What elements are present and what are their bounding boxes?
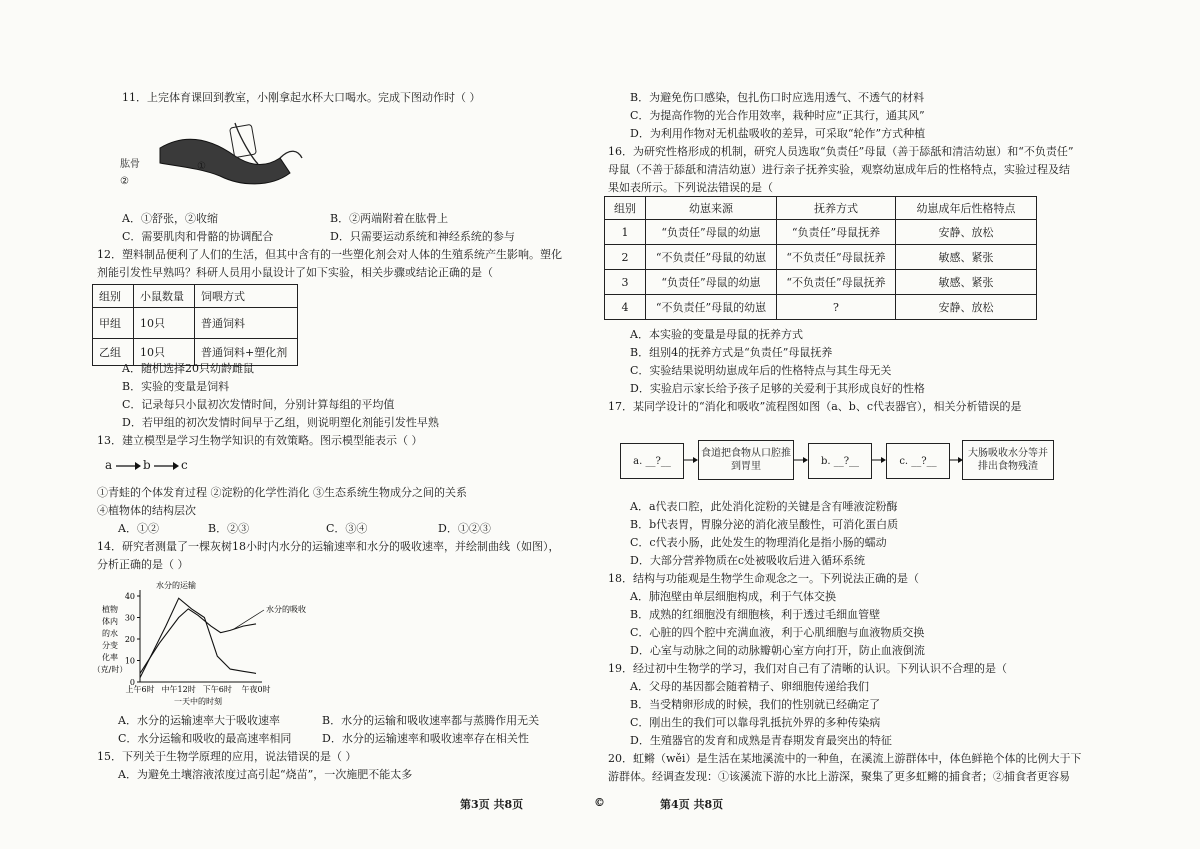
table-row (605, 295, 1037, 320)
q13-option-b: B．②③ (208, 522, 250, 535)
series-line-1 (140, 609, 256, 674)
biceps-shape (160, 139, 290, 184)
arrow-icon (115, 460, 141, 472)
table-cell: “负责任”母鼠的幼崽 (646, 270, 777, 295)
q13-option-a: A．①② (118, 522, 159, 535)
table-cell: ? (777, 295, 896, 320)
arrow-svg (872, 455, 886, 465)
arrow-icon (684, 455, 698, 465)
q18-stem: 18．结构与功能观是生物学生命观念之一。下列说法正确的是（ (608, 572, 919, 585)
table-header-cell: 饲喂方式 (195, 285, 298, 308)
q16-table (604, 196, 1037, 320)
table-cell: “不负责任”母鼠抚养 (777, 245, 896, 270)
page-4 (600, 0, 1200, 849)
arrow-svg (794, 455, 808, 465)
q12-option-a: A．随机选择20只幼龄雌鼠 (122, 362, 254, 375)
q13-option-c: C．③④ (326, 522, 368, 535)
y-tick-label: 10 (124, 656, 135, 666)
q16-option-c: C．实验结果说明幼崽成年后的性格特点与其生母无关 (630, 364, 892, 377)
arrow-svg (949, 455, 963, 465)
table-cell: 安静、放松 (896, 220, 1037, 245)
water-rate-chart (96, 578, 356, 706)
table-cell: 普通饲料+塑化剂 (195, 339, 298, 366)
q12-option-d: D．若甲组的初次发情时间早于乙组，则说明塑化剂能引发性早熟 (122, 416, 439, 429)
q12-option-c: C．记录每只小鼠初次发情时间，分别计算每组的平均值 (122, 398, 395, 411)
q13-stem: 13．建立模型是学习生物学知识的有效策略。图示模型能表示（ ） (97, 434, 423, 447)
q12-stem-1: 12．塑料制品便利了人们的生活，但其中含有的一些塑化剂会对人体的生殖系统产生影响。塑化 (97, 248, 562, 261)
q11-option-a: A．①舒张，②收缩 (122, 212, 218, 225)
q11-option-c: C．需要肌肉和骨骼的协调配合 (122, 230, 274, 243)
table-header-cell: 抚养方式 (777, 197, 896, 220)
page-footer-right: 第4页 共8页 (660, 798, 724, 811)
table-cell: 普通饲料 (195, 308, 298, 339)
arm-figure (140, 118, 310, 198)
q16-option-b: B．组别4的抚养方式是“负责任”母鼠抚养 (630, 346, 833, 359)
q15-option-a: A．为避免土壤溶液浓度过高引起“烧苗”，一次施肥不能太多 (118, 768, 413, 781)
table-cell: 10只 (134, 308, 195, 339)
page-footer-left: 第3页 共8页 (460, 798, 524, 811)
table-cell: “不负责任”母鼠的幼崽 (646, 295, 777, 320)
q18-option-c: C．心脏的四个腔中充满血液，利于心肌细胞与血液物质交换 (630, 626, 925, 639)
arm-figure-svg (140, 118, 310, 198)
arrow-icon (949, 455, 963, 465)
q13-items-1: ①青蛙的个体发育过程 ②淀粉的化学性消化 ③生态系统生物成分之间的关系 (97, 486, 467, 499)
q17-option-d: D．大部分营养物质在c处被吸收后进入循环系统 (630, 554, 865, 567)
center-mark: © (594, 796, 605, 809)
table-cell: 敏感、紧张 (896, 245, 1037, 270)
q16-option-d: D．实验启示家长给予孩子足够的关爱利于其形成良好的性格 (630, 382, 925, 395)
q16-option-a: A．本实验的变量是母鼠的抚养方式 (630, 328, 803, 341)
q14-option-b: B．水分的运输和吸收速率都与蒸腾作用无关 (322, 714, 540, 727)
y-axis-label: 植物 (102, 605, 118, 614)
x-tick-label: 中午12时 (161, 685, 196, 694)
table-header-cell: 小鼠数量 (134, 285, 195, 308)
arrow-icon (794, 455, 808, 465)
y-axis-label: （克/时） (96, 665, 128, 674)
q20-stem-1: 20．虹鳉（wěi）是生活在某地溪流中的一种鱼，在溪流上游群体中，体色鲜艳个体的比例大于下 (608, 752, 1082, 765)
x-tick-label: 下午6时 (202, 685, 232, 694)
series-label-leader (233, 610, 264, 629)
table-cell: 3 (605, 270, 646, 295)
x-tick-label: 上午6时 (125, 685, 155, 694)
table-cell: 敏感、紧张 (896, 270, 1037, 295)
q17-option-c: C．c代表小肠，此处发生的物理消化是指小肠的蠕动 (630, 536, 887, 549)
flow-box-a: a. __?__ (620, 443, 684, 479)
arrow-svg (115, 460, 141, 472)
table-row (93, 308, 298, 339)
y-axis-label: 分变 (102, 641, 118, 650)
y-tick-label: 0 (129, 678, 135, 687)
q16-stem-3: 果如表所示。下列说法错误的是（ (608, 181, 773, 194)
model-node-b: b (143, 458, 151, 472)
table-row (605, 245, 1037, 270)
arrow-icon (153, 460, 179, 472)
table-header-row (93, 285, 298, 308)
table-cell: 乙组 (93, 339, 134, 366)
water-rate-chart-svg (96, 578, 356, 706)
q19-option-c: C．刚出生的我们可以靠母乳抵抗外界的多种传染病 (630, 716, 881, 729)
q17-option-b: B．b代表胃，胃腺分泌的消化液呈酸性，可消化蛋白质 (630, 518, 899, 531)
q17-option-a: A．a代表口腔，此处消化淀粉的关键是含有唾液淀粉酶 (630, 500, 898, 513)
y-axis-label: 的水 (102, 629, 118, 638)
table-cell: 1 (605, 220, 646, 245)
q14-option-d: D．水分的运输速率和吸收速率存在相关性 (322, 732, 529, 745)
table-cell: “负责任”母鼠的幼崽 (646, 220, 777, 245)
y-tick-label: 30 (124, 613, 135, 623)
q13-option-d: D．①②③ (438, 522, 491, 535)
q14-stem-2: 分析正确的是（ ） (97, 558, 189, 571)
q18-option-a: A．肺泡壁由单层细胞构成，利于气体交换 (630, 590, 836, 603)
model-node-c: c (181, 458, 188, 472)
q17-stem: 17．某同学设计的“消化和吸收”流程图如图（a、b、c代表器官），相关分析错误的是 (608, 400, 1022, 413)
table-header-row (605, 197, 1037, 220)
muscle-1-label: ① (197, 161, 206, 172)
table-row (605, 270, 1037, 295)
q18-option-b: B．成熟的红细胞没有细胞核，利于透过毛细血管壁 (630, 608, 881, 621)
table-cell: 10只 (134, 339, 195, 366)
arrow-icon (872, 455, 886, 465)
q18-option-d: D．心室与动脉之间的动脉瓣朝心室方向打开，防止血液倒流 (630, 644, 925, 657)
table-cell: 甲组 (93, 308, 134, 339)
q14-option-c: C．水分运输和吸收的最高速率相同 (118, 732, 292, 745)
q19-option-a: A．父母的基因都会随着精子、卵细胞传递给我们 (630, 680, 869, 693)
q14-option-a: A．水分的运输速率大于吸收速率 (118, 714, 280, 727)
q16-stem-1: 16．为研究性格形成的机制，研究人员选取“负责任”母鼠（善于舔舐和清洁幼崽）和“不负责任” (608, 145, 1074, 158)
series-label-absorption: 水分的吸收 (266, 605, 306, 614)
q15-option-d: D．为利用作物对无机盐吸收的差异，可采取“轮作”方式种植 (630, 127, 926, 140)
q14-stem-1: 14．研究者测量了一棵灰树18小时内水分的运输速率和水分的吸收速率，并绘制曲线（如图）， (97, 540, 560, 553)
y-axis-label: 体内 (102, 617, 118, 626)
table-header-cell: 组别 (605, 197, 646, 220)
model-node-a: a (105, 458, 113, 472)
table-cell: 4 (605, 295, 646, 320)
table-header-cell: 幼崽来源 (646, 197, 777, 220)
q19-stem: 19．经过初中生物学的学习，我们对自己有了清晰的认识。下列认识不合理的是（ (608, 662, 1007, 675)
q13-items-2: ④植物体的结构层次 (97, 504, 196, 517)
table-cell: 2 (605, 245, 646, 270)
q11-option-d: D．只需要运动系统和神经系统的参与 (330, 230, 515, 243)
y-tick-label: 20 (124, 635, 135, 644)
q16-stem-2: 母鼠（不善于舔舐和清洁幼崽）进行亲子抚养实验，观察幼崽成年后的性格特点，实验过程及结 (608, 163, 1070, 176)
q19-option-b: B．当受精卵形成的时候，我们的性别就已经确定了 (630, 698, 881, 711)
humerus-label: 肱骨 (120, 159, 140, 170)
x-axis-label: 一天中的时刻 (174, 697, 222, 706)
hand-outline (280, 151, 302, 158)
flow-box-b: b. __?__ (808, 443, 872, 479)
q15-option-b: B．为避免伤口感染，包扎伤口时应选用透气、不透气的材料 (630, 91, 925, 104)
table-cell: “负责任”母鼠抚养 (777, 220, 896, 245)
table-header-cell: 幼崽成年后性格特点 (896, 197, 1037, 220)
q19-option-d: D．生殖器官的发育和成熟是青春期发育最突出的特征 (630, 734, 892, 747)
table-row (605, 220, 1037, 245)
flow-box-large-intestine: 大肠吸收水分等并排出食物残渣 (962, 440, 1054, 480)
q20-stem-2: 游群体。经调查发现：①该溪流下游的水比上游深，聚集了更多虹鳉的捕食者；②捕食者更容易 (608, 770, 1070, 783)
series-line-0 (140, 598, 256, 678)
q15-option-c: C．为提高作物的光合作用效率，栽种时应“正其行，通其风” (630, 109, 925, 122)
table-cell: “不负责任”母鼠抚养 (777, 270, 896, 295)
q12-option-b: B．实验的变量是饲料 (122, 380, 230, 393)
table-header-cell: 组别 (93, 285, 134, 308)
q11-option-b: B．②两端附着在肱骨上 (330, 212, 449, 225)
series-label-transport: 水分的运输 (156, 581, 196, 590)
muscle-2-label: ② (120, 176, 129, 187)
y-tick-label: 40 (124, 592, 135, 601)
arrow-svg (153, 460, 179, 472)
y-axis-label: 化率 (102, 653, 118, 662)
q12-stem-2: 剂能引发性早熟吗？科研人员用小鼠设计了如下实验，相关步骤或结论正确的是（ (97, 266, 493, 279)
q15-stem: 15．下列关于生物学原理的应用，说法错误的是（ ） (97, 750, 357, 763)
flow-box-c: c. __?__ (886, 443, 950, 479)
q12-table (92, 284, 298, 366)
table-cell: “不负责任”母鼠的幼崽 (646, 245, 777, 270)
x-tick-label: 午夜0时 (241, 685, 271, 694)
table-cell: 安静、放松 (896, 295, 1037, 320)
arrow-svg (684, 455, 698, 465)
flow-box-esophagus: 食道把食物从口腔推到胃里 (698, 440, 794, 480)
q11-stem: 11．上完体育课回到教室，小刚拿起水杯大口喝水。完成下图动作时（ ） (122, 91, 481, 104)
